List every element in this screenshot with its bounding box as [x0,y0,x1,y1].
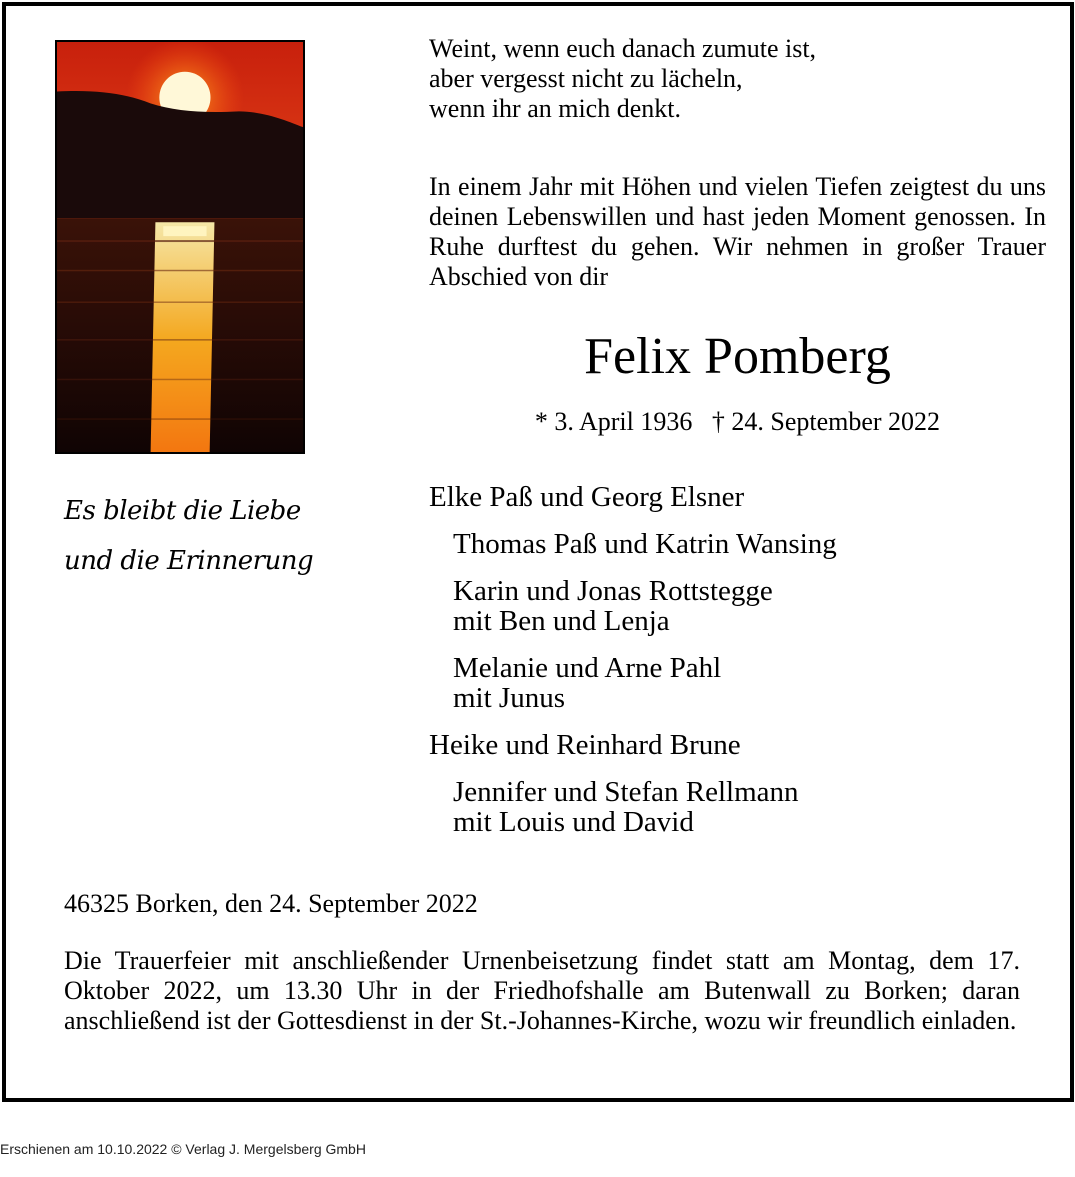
family-line: Elke Paß und Georg Elsner [429,481,745,513]
family-group [429,653,837,713]
family-line: Heike und Reinhard Brune [429,729,741,761]
family-group [429,730,837,760]
family-group [429,482,837,512]
motto-line: Es bleibt die Liebe [64,496,301,526]
family-group [429,777,837,837]
family-line: Thomas Paß und Katrin Wansing [453,528,837,560]
family-line: Melanie und Arne Pahl [453,652,722,684]
intro-text: In einem Jahr mit Höhen und vielen Tiefen zeigtest du uns deinen Lebenswillen und hast jeden Moment genossen. In Ruhe durftest du gehen. Wir nehmen in großer Trauer Abschied von dir [429,172,1046,291]
family-group [429,529,837,559]
family-line: mit Louis und David [453,806,694,838]
sunset-over-water-icon [57,42,303,452]
poem [429,34,816,124]
family-list [429,482,837,854]
sunset-photo [55,40,305,454]
poem-line: wenn ihr an mich denkt. [429,94,681,123]
poem-line: Weint, wenn euch danach zumute ist, [429,34,817,63]
family-group [429,576,837,636]
motto-line: und die Erinnerung [64,546,314,576]
poem-line: aber vergesst nicht zu lächeln, [429,64,743,93]
family-line: Jennifer und Stefan Rellmann [453,776,799,808]
publication-footer: Erschienen am 10.10.2022 © Verlag J. Mergelsberg GmbH [0,1141,366,1157]
place-date: 46325 Borken, den 24. September 2022 [64,889,478,918]
family-line: mit Junus [453,682,565,714]
motto [64,486,384,586]
family-line: mit Ben und Lenja [453,605,670,637]
death-date: † 24. September 2022 [711,407,941,436]
family-line: Karin und Jonas Rottstegge [453,575,773,607]
life-dates [429,406,1046,438]
deceased-name: Felix Pomberg [584,328,891,385]
birth-date: * 3. April 1936 [534,407,693,436]
ceremony-text: Die Trauerfeier mit anschließender Urnenbeisetzung findet statt am Montag, dem 17. Oktober 2022, um 13.30 Uhr in der Friedhofshalle am Butenwall zu Borken; daran anschließend ist der Gottesdienst in der St.-Johannes-Kirche, wozu wir freundlich einladen. [64,946,1020,1035]
